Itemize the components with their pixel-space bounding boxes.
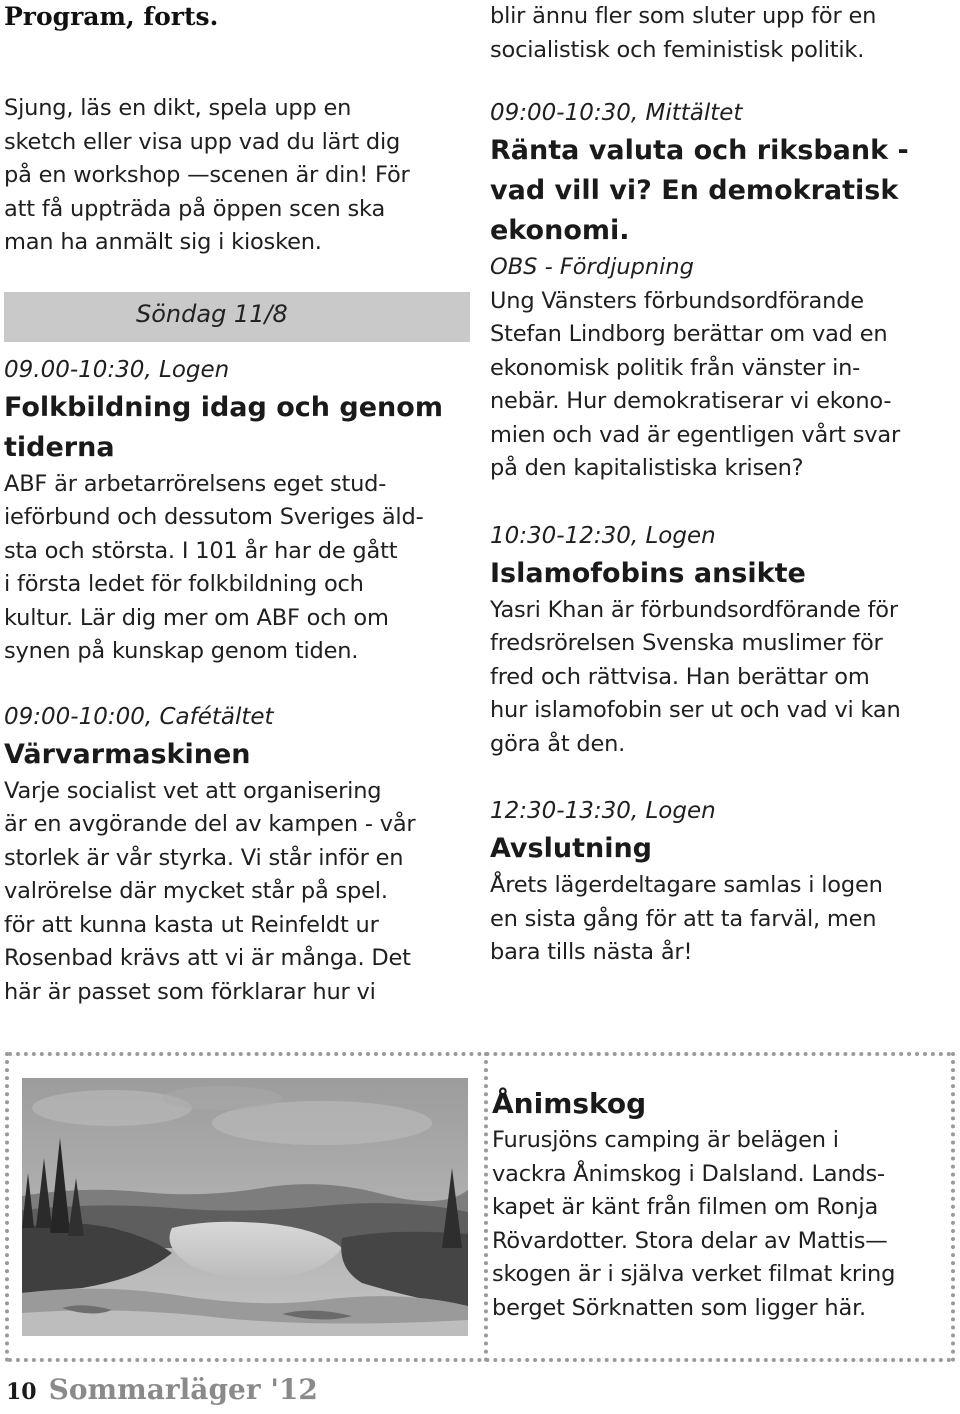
box-title: Ånimskog	[492, 1087, 647, 1120]
text-line: ieförbund och dessutom Sveriges äld-	[4, 504, 424, 530]
text-line: Furusjöns camping är belägen i	[492, 1127, 839, 1153]
text-line: ekonomisk politik från vänster in-	[490, 354, 861, 381]
text-line: Varje socialist vet att organisering	[4, 777, 382, 804]
event-avslutning	[490, 793, 952, 970]
text-line: i första ledet för folkbildning och	[4, 571, 364, 597]
text-line: ABF är arbetarrörelsens eget stud-	[4, 470, 387, 497]
right-column	[490, 0, 952, 970]
text-line: hur islamofobin ser ut och vad vi kan	[490, 697, 901, 723]
page-title: Program, forts.	[4, 2, 219, 31]
event-folkbildning	[4, 352, 466, 669]
event-time: 12:30-13:30, Logen	[490, 798, 716, 824]
dotted-divider-middle	[484, 1052, 488, 1362]
text-line: skogen är i själva verket filmat kring	[492, 1261, 896, 1287]
text-line: valrörelse där mycket står på spel.	[4, 878, 388, 904]
open-stage-intro	[4, 92, 466, 260]
text-line: för att kunna kasta ut Reinfeldt ur	[4, 911, 379, 938]
event-title: Islamofobins ansikte	[490, 557, 806, 589]
animskog-box	[492, 1084, 938, 1325]
event-time: 10:30-12:30, Logen	[490, 522, 716, 549]
text-line: göra åt den.	[490, 730, 626, 757]
landscape-photo	[22, 1078, 468, 1336]
event-title: Värvarmaskinen	[4, 738, 251, 770]
text-line: Stefan Lindborg berättar om vad en	[490, 321, 888, 347]
event-time: 09:00-10:00, Cafétältet	[4, 703, 274, 730]
text-line: fred och rättvisa. Han berättar om	[490, 663, 870, 690]
text-line: bara tills nästa år!	[490, 939, 693, 965]
event-ranta	[490, 95, 952, 486]
text-line: fredsrörelsen Svenska muslimer för	[490, 630, 883, 656]
event-title: vad vill vi? En demokratisk	[490, 175, 899, 206]
text-line: Sjung, läs en dikt, spela upp en	[4, 95, 352, 121]
text-line: på en workshop —scenen är din! För	[4, 162, 410, 188]
lake-forest-image	[22, 1078, 468, 1336]
event-varvarmaskinen	[4, 699, 466, 1010]
text-line: mien och vad är egentligen vårt svar	[490, 421, 900, 448]
text-line: här är passet som förklarar hur vi	[4, 978, 376, 1005]
dotted-divider-bottom	[8, 1358, 952, 1362]
text-line: nebär. Hur demokratiserar vi ekono-	[490, 388, 892, 414]
text-line: man ha anmält sig i kiosken.	[4, 229, 322, 255]
text-line: vackra Ånimskog i Dalsland. Lands-	[492, 1160, 885, 1187]
dotted-divider-right	[951, 1052, 955, 1362]
text-line: Rosenbad krävs att vi är många. Det	[4, 945, 411, 971]
dotted-divider-top	[8, 1052, 952, 1056]
text-line: är en avgörande del av kampen - vår	[4, 811, 416, 837]
magazine-title: Sommarläger '12	[48, 1373, 318, 1406]
event-title: ekonomi.	[490, 215, 630, 246]
text-line: att få uppträda på öppen scen ska	[4, 195, 386, 222]
event-time: 09:00-10:30, Mittältet	[490, 100, 743, 126]
dotted-divider-left	[5, 1052, 9, 1362]
text-line: socialistisk och feministisk politik.	[490, 36, 865, 63]
text-line: kultur. Lär dig mer om ABF och om	[4, 604, 389, 631]
text-line: blir ännu fler som sluter upp för en	[490, 3, 877, 29]
page-footer	[6, 1370, 318, 1410]
text-line: Rövardotter. Stora delar av Mattis—	[492, 1227, 888, 1254]
text-line: Årets lägerdeltagare samlas i logen	[490, 872, 883, 898]
event-title: Folkbildning idag och genom	[4, 391, 443, 423]
text-line: sketch eller visa upp vad du lärt dig	[4, 128, 401, 155]
event-title: Ränta valuta och riksbank -	[490, 135, 909, 166]
text-line: berget Sörknatten som ligger här.	[492, 1294, 867, 1321]
event-time: 09.00-10:30, Logen	[4, 356, 230, 383]
text-line: synen på kunskap genom tiden.	[4, 638, 359, 664]
text-line: kapet är känt från filmen om Ronja	[492, 1194, 879, 1220]
text-line: Yasri Khan är förbundsordförande för	[490, 596, 898, 623]
event-subtitle: OBS - Fördjupning	[490, 254, 694, 280]
text-line: en sista gång för att ta farväl, men	[490, 905, 877, 932]
left-column	[4, 0, 466, 1009]
day-banner	[4, 292, 470, 342]
text-line: sta och största. I 101 år har de gått	[4, 537, 398, 564]
event-title: Avslutning	[490, 833, 653, 864]
event-islamofobi	[490, 518, 952, 762]
text-line: på den kapitalistiska krisen?	[490, 455, 804, 481]
text-line: storlek är vår styrka. Vi står inför en	[4, 844, 404, 871]
day-label: Söndag 11/8	[136, 299, 288, 328]
page-number: 10	[6, 1379, 37, 1405]
continued-text	[490, 0, 952, 67]
text-line: Ung Vänsters förbundsordförande	[490, 287, 864, 314]
event-title: tiderna	[4, 431, 115, 463]
